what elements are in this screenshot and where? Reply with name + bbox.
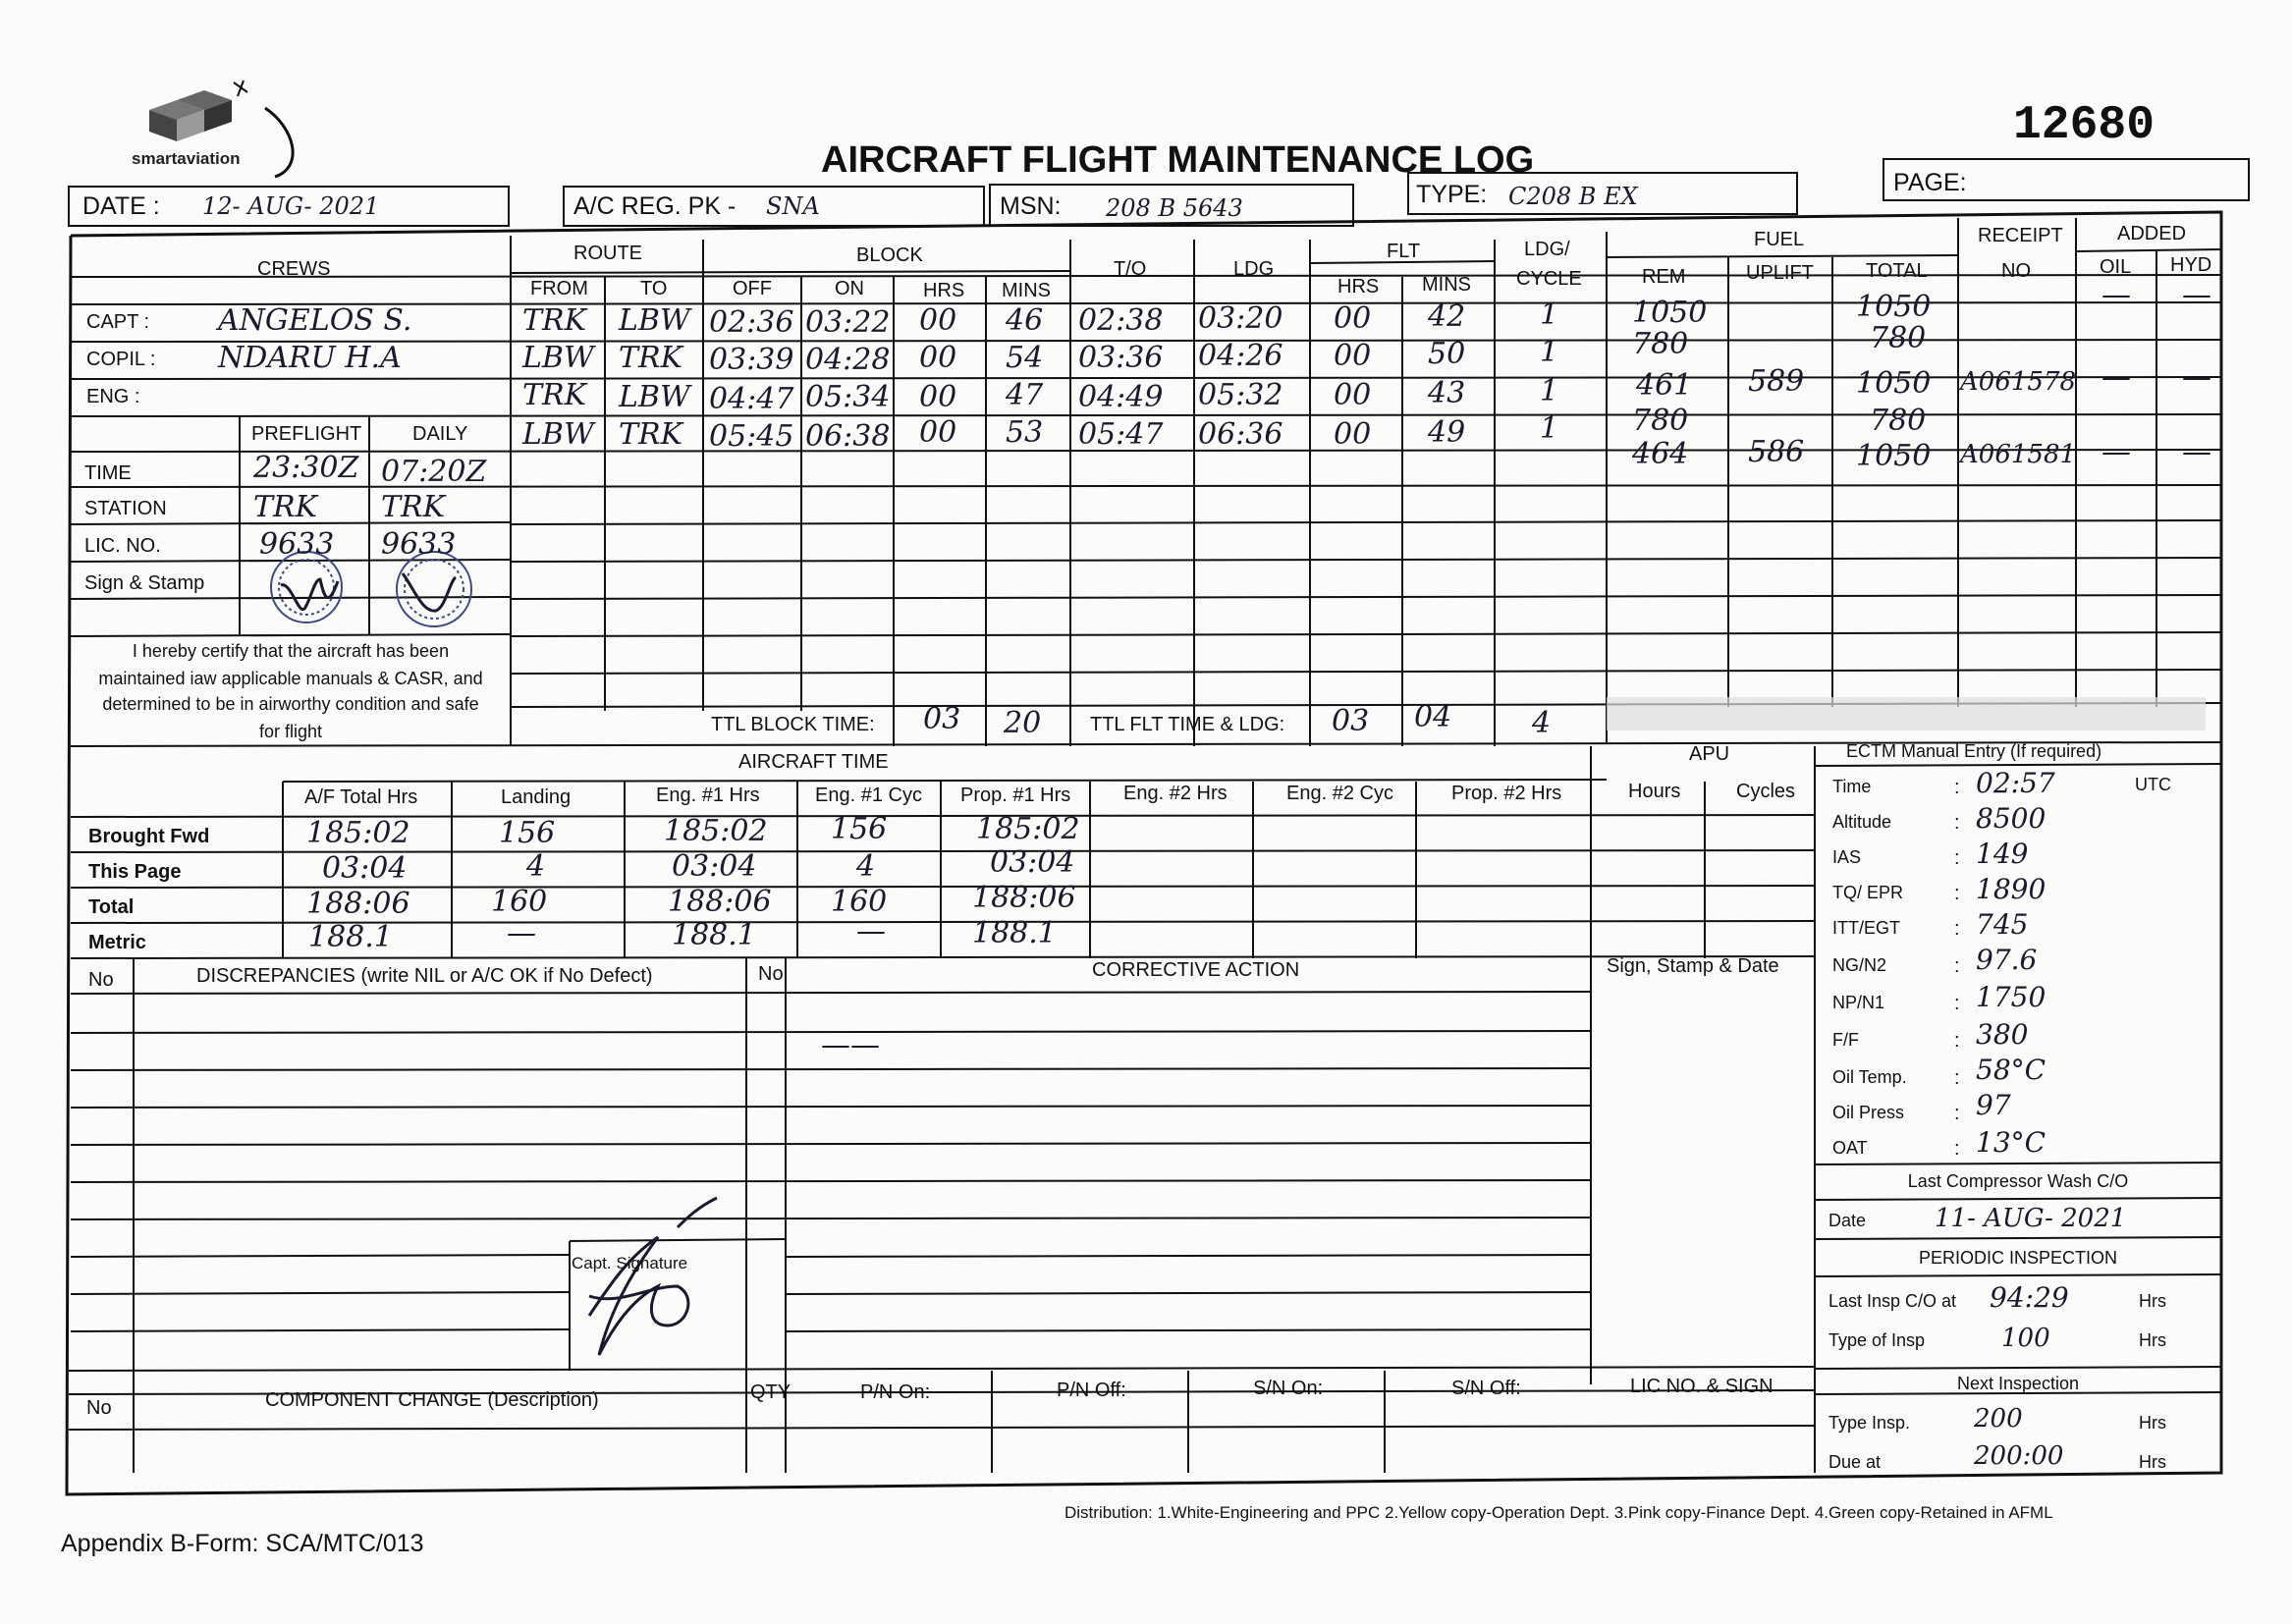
hyd-cell: — xyxy=(2182,360,2211,395)
col-eng1-hrs: Eng. #1 Hrs xyxy=(656,785,760,806)
ectm-value: 745 xyxy=(1976,908,2029,941)
flt-mins-cell: 42 xyxy=(1428,299,1466,334)
ectm-label: ITT/EGT xyxy=(1832,918,1900,938)
col-eng2-hrs: Eng. #2 Hrs xyxy=(1123,783,1228,804)
ldg-time-cell: 06:36 xyxy=(1198,417,1283,452)
ldg-time-cell: 04:26 xyxy=(1198,339,1283,373)
type-insp-hrs: Hrs xyxy=(2139,1330,2166,1350)
uplift-cell: 589 xyxy=(1748,364,1805,399)
capt-signature-label: Capt. Signature xyxy=(572,1254,688,1272)
reg-label: A/C REG. PK - xyxy=(573,192,737,220)
eng1-hrs-cell: 185:02 xyxy=(664,814,768,848)
ttl-block-hrs: 03 xyxy=(923,702,961,736)
hyd-cell: — xyxy=(2182,435,2211,469)
ectm-colon: : xyxy=(1954,993,1960,1014)
ectm-label: Altitude xyxy=(1832,812,1892,832)
total-header: TOTAL xyxy=(1866,260,1928,282)
rem-header: REM xyxy=(1642,266,1686,288)
ectm-value: 380 xyxy=(1976,1018,2029,1051)
on-cell: 06:38 xyxy=(805,419,891,454)
to-cell: TRK xyxy=(619,341,683,375)
form-number: 12680 xyxy=(2013,99,2156,152)
corrective-action-header: CORRECTIVE ACTION xyxy=(1092,959,1300,981)
off-cell: 05:45 xyxy=(709,419,794,454)
ectm-label: Time xyxy=(1832,777,1872,796)
appendix-label: Appendix B-Form: SCA/MTC/013 xyxy=(61,1530,424,1557)
sign-stamp-date-header: Sign, Stamp & Date xyxy=(1607,955,1779,977)
eng1-hrs-cell: 03:04 xyxy=(672,849,757,884)
flt-hrs-cell: 00 xyxy=(1334,339,1372,373)
on-cell: 05:34 xyxy=(805,380,891,414)
ectm-label: OAT xyxy=(1832,1138,1868,1158)
ectm-colon: : xyxy=(1954,812,1960,834)
flt-hrs-cell: 00 xyxy=(1334,301,1372,336)
to-time-cell: 05:47 xyxy=(1078,417,1164,452)
lic-sign-header: LIC NO. & SIGN xyxy=(1630,1376,1774,1397)
compressor-date-label: Date xyxy=(1828,1211,1867,1230)
off-cell: 02:36 xyxy=(709,305,794,340)
from-header: FROM xyxy=(530,278,588,299)
col-eng2-cyc: Eng. #2 Cyc xyxy=(1286,783,1393,804)
to-time-header: T/O xyxy=(1114,258,1147,280)
rem-cell: 780 xyxy=(1632,404,1689,438)
landing-cell: 4 xyxy=(526,849,546,884)
due-at-hrs: Hrs xyxy=(2139,1452,2166,1472)
periodic-inspection-title: PERIODIC INSPECTION xyxy=(1918,1248,2118,1268)
ttl-block-mins: 20 xyxy=(1004,706,1042,740)
col-prop1-hrs: Prop. #1 Hrs xyxy=(960,785,1071,806)
ttl-block-label: TTL BLOCK TIME: xyxy=(711,714,875,735)
af-total-cell: 188.1 xyxy=(308,920,393,954)
certify-line-3: determined to be in airworthy condition and safe xyxy=(102,694,479,714)
ectm-value: 97.6 xyxy=(1976,944,2038,976)
oil-cell: — xyxy=(2101,435,2131,469)
logo-text: smartaviation xyxy=(132,149,241,168)
type-insp-label: Type of Insp xyxy=(1828,1330,1926,1350)
to-time-cell: 02:38 xyxy=(1078,303,1164,338)
ectm-label: IAS xyxy=(1832,847,1862,867)
fuel-total-cell: 1050 xyxy=(1856,366,1932,401)
landing-cell: 156 xyxy=(499,816,556,850)
apu-cycles-header: Cycles xyxy=(1736,781,1796,802)
oil-cell: — xyxy=(2101,360,2131,395)
block-hrs-header: HRS xyxy=(923,280,965,301)
ttl-flt-mins: 04 xyxy=(1414,700,1452,734)
cycle-cell: 1 xyxy=(1540,411,1559,446)
route-header: ROUTE xyxy=(573,243,642,264)
prop1-hrs-cell: 188:06 xyxy=(972,881,1076,915)
type-value: C208 B EX xyxy=(1508,183,1638,210)
ectm-label: F/F xyxy=(1832,1030,1859,1050)
ectm-colon: : xyxy=(1954,883,1960,904)
col-prop2-hrs: Prop. #2 Hrs xyxy=(1451,783,1562,804)
eng1-hrs-cell: 188:06 xyxy=(668,885,772,919)
receipt-cell: A061578 xyxy=(1960,367,2077,397)
last-insp-hrs: Hrs xyxy=(2139,1291,2166,1311)
fuel-total-cell: 780 xyxy=(1870,321,1927,355)
oil-cell: — xyxy=(2101,278,2131,312)
last-insp-label: Last Insp C/O at xyxy=(1828,1291,1957,1311)
block-hrs-cell: 00 xyxy=(919,380,957,414)
copil-label: COPIL : xyxy=(86,349,156,370)
landing-cell: 160 xyxy=(491,885,548,919)
eng-label: ENG : xyxy=(86,386,140,407)
af-total-cell: 188:06 xyxy=(306,887,410,921)
on-cell: 03:22 xyxy=(805,305,891,340)
block-mins-cell: 53 xyxy=(1006,415,1044,450)
apu-hours-header: Hours xyxy=(1628,781,1681,802)
preflight-time: 23:30Z xyxy=(253,451,359,485)
cycle-cell: 1 xyxy=(1540,335,1559,369)
sn-off-header: S/N Off: xyxy=(1451,1378,1521,1399)
eng1-cyc-cell: 156 xyxy=(831,812,888,846)
rem-cell: 461 xyxy=(1636,368,1693,403)
to-cell: LBW xyxy=(619,380,690,414)
captain-signature xyxy=(589,1198,717,1355)
fuel-header: FUEL xyxy=(1754,229,1805,250)
sign-stamp-label: Sign & Stamp xyxy=(84,572,205,594)
eng1-cyc-cell: 4 xyxy=(856,849,876,884)
ldg-cycle-header-2: CYCLE xyxy=(1516,268,1582,290)
ectm-title: ECTM Manual Entry (If required) xyxy=(1846,741,2102,761)
ectm-value: 97 xyxy=(1976,1089,2011,1121)
fuel-total-cell: 1050 xyxy=(1856,290,1932,324)
flt-hrs-cell: 00 xyxy=(1334,378,1372,412)
pn-on-header: P/N On: xyxy=(860,1381,931,1403)
flt-mins-cell: 43 xyxy=(1428,376,1466,410)
block-mins-header: MINS xyxy=(1002,280,1051,301)
off-header: OFF xyxy=(733,278,772,299)
to-header: TO xyxy=(640,278,668,299)
flt-mins-header: MINS xyxy=(1422,274,1471,296)
col-landing: Landing xyxy=(501,786,572,808)
from-cell: TRK xyxy=(522,303,587,338)
ectm-colon: : xyxy=(1954,955,1960,977)
disc-no-header: No xyxy=(88,969,114,991)
due-at-value: 200:00 xyxy=(1974,1441,2064,1471)
compressor-date-value: 11- AUG- 2021 xyxy=(1935,1204,2127,1233)
ectm-value: 58°C xyxy=(1976,1054,2046,1086)
type-label: TYPE: xyxy=(1416,181,1488,208)
row-label-this-page: This Page xyxy=(88,861,182,883)
crews-header: CREWS xyxy=(257,258,331,280)
ectm-colon: : xyxy=(1954,1138,1960,1160)
msn-value: 208 B 5643 xyxy=(1106,194,1243,222)
comp-no-header: No xyxy=(86,1397,112,1419)
prop1-hrs-cell: 185:02 xyxy=(976,812,1080,846)
eng1-cyc-cell: — xyxy=(856,914,886,948)
daily-header: DAILY xyxy=(412,423,468,445)
preflight-lic: 9633 xyxy=(259,527,335,562)
row-label-total: Total xyxy=(88,896,135,918)
distribution-note: Distribution: 1.White-Engineering and PPC 2.Yellow copy-Operation Dept. 3.Pink copy-Finance Dept. 4.Green copy-Retained in AFML xyxy=(1064,1503,2053,1522)
msn-label: MSN: xyxy=(1000,192,1062,220)
block-mins-cell: 47 xyxy=(1006,378,1044,412)
pn-off-header: P/N Off: xyxy=(1057,1380,1126,1401)
receipt-cell: A061581 xyxy=(1960,440,2077,469)
next-type-value: 200 xyxy=(1974,1404,2023,1434)
next-type-hrs: Hrs xyxy=(2139,1413,2166,1433)
ldg-header: LDG xyxy=(1233,258,1275,280)
copil-value: NDARU H.A xyxy=(218,341,402,375)
time-label: TIME xyxy=(84,462,132,484)
landing-cell: — xyxy=(507,916,536,950)
utc-label: UTC xyxy=(2135,775,2171,794)
flt-hrs-header: HRS xyxy=(1337,276,1380,298)
ectm-colon: : xyxy=(1954,918,1960,940)
ectm-value: 1890 xyxy=(1976,873,2046,905)
inspector-stamps xyxy=(271,552,471,626)
capt-label: CAPT : xyxy=(86,311,150,333)
ectm-value: 02:57 xyxy=(1976,767,2055,799)
ectm-colon: : xyxy=(1954,847,1960,869)
col-eng1-cyc: Eng. #1 Cyc xyxy=(815,785,922,806)
eng1-hrs-cell: 188.1 xyxy=(672,918,756,952)
type-insp-value: 100 xyxy=(2001,1324,2050,1353)
af-total-cell: 03:04 xyxy=(322,851,408,886)
page-label: PAGE: xyxy=(1893,169,1967,196)
block-mins-cell: 46 xyxy=(1006,303,1044,338)
cycle-cell: 1 xyxy=(1540,298,1559,332)
ldg-cycle-header-1: LDG/ xyxy=(1524,239,1570,260)
ectm-value: 13°C xyxy=(1976,1126,2046,1159)
ttl-flt-hrs: 03 xyxy=(1332,704,1370,738)
eng1-cyc-cell: 160 xyxy=(831,885,888,919)
fuel-total-cell: 780 xyxy=(1870,404,1927,438)
discrepancies-header: DISCREPANCIES (write NIL or A/C OK if No Defect) xyxy=(196,965,653,987)
flt-mins-cell: 49 xyxy=(1428,415,1466,450)
flt-header: FLT xyxy=(1387,241,1421,262)
page-title: AIRCRAFT FLIGHT MAINTENANCE LOG xyxy=(821,139,1535,181)
added-header: ADDED xyxy=(2117,223,2187,244)
to-cell: TRK xyxy=(619,417,683,452)
fuel-total-cell: 1050 xyxy=(1856,439,1932,473)
cycle-cell: 1 xyxy=(1540,374,1559,408)
from-cell: TRK xyxy=(522,378,587,412)
prop1-hrs-cell: 03:04 xyxy=(990,845,1075,880)
ldg-time-cell: 05:32 xyxy=(1198,378,1283,412)
off-cell: 04:47 xyxy=(709,382,794,416)
next-inspection-title: Next Inspection xyxy=(1956,1374,2080,1393)
corrective-entry: —— xyxy=(821,1028,880,1062)
compressor-wash-title: Last Compressor Wash C/O xyxy=(1907,1171,2129,1191)
on-cell: 04:28 xyxy=(805,343,891,377)
ectm-value: 149 xyxy=(1976,838,2029,870)
from-cell: LBW xyxy=(522,417,594,452)
daily-station: TRK xyxy=(381,490,446,524)
af-total-cell: 185:02 xyxy=(306,816,410,850)
qty-header: QTY xyxy=(750,1381,791,1403)
apu-header: APU xyxy=(1689,743,1730,765)
ttl-ldg: 4 xyxy=(1532,706,1552,740)
reg-value: SNA xyxy=(766,192,820,220)
block-hrs-cell: 00 xyxy=(919,415,957,450)
oil-header: OIL xyxy=(2100,256,2132,278)
prop1-hrs-cell: 188.1 xyxy=(972,916,1057,950)
station-label: STATION xyxy=(84,498,167,519)
block-hrs-cell: 00 xyxy=(919,341,957,375)
preflight-header: PREFLIGHT xyxy=(251,423,362,445)
flt-mins-cell: 50 xyxy=(1428,337,1466,371)
rem-cell: 1050 xyxy=(1632,296,1708,330)
capt-value: ANGELOS S. xyxy=(218,303,412,338)
row-label-brought-fwd: Brought Fwd xyxy=(88,826,210,847)
ectm-label: Oil Press xyxy=(1832,1103,1905,1122)
block-header: BLOCK xyxy=(856,244,923,266)
certify-line-1: I hereby certify that the aircraft has been xyxy=(132,641,450,661)
component-change-header: COMPONENT CHANGE (Description) xyxy=(265,1389,599,1411)
daily-lic: 9633 xyxy=(381,527,457,562)
preflight-station: TRK xyxy=(253,490,318,524)
col-af-total: A/F Total Hrs xyxy=(304,786,418,808)
row-label-metric: Metric xyxy=(88,932,146,953)
lic-label: LIC. NO. xyxy=(84,535,161,557)
on-header: ON xyxy=(835,278,864,299)
ttl-flt-label: TTL FLT TIME & LDG: xyxy=(1090,714,1285,735)
block-hrs-cell: 00 xyxy=(919,303,957,338)
to-cell: LBW xyxy=(619,303,690,338)
certify-line-2: maintained iaw applicable manuals & CASR, and xyxy=(98,669,483,688)
date-label: DATE : xyxy=(82,192,160,220)
flt-hrs-cell: 00 xyxy=(1334,417,1372,452)
block-mins-cell: 54 xyxy=(1006,341,1044,375)
ectm-colon: : xyxy=(1954,1030,1960,1052)
ectm-label: NG/N2 xyxy=(1832,955,1887,975)
receipt-header-2: NO xyxy=(2001,260,2031,282)
rem-cell: 464 xyxy=(1632,437,1689,471)
sn-on-header: S/N On: xyxy=(1253,1378,1324,1399)
hyd-header: HYD xyxy=(2170,254,2212,276)
ldg-time-cell: 03:20 xyxy=(1198,301,1283,336)
next-type-label: Type Insp. xyxy=(1828,1413,1911,1433)
hyd-cell: — xyxy=(2182,278,2211,312)
aircraft-time-title: AIRCRAFT TIME xyxy=(738,751,889,773)
certify-line-4: for flight xyxy=(258,722,323,741)
last-insp-value: 94:29 xyxy=(1990,1281,2069,1314)
daily-time: 07:20Z xyxy=(381,455,487,489)
uplift-cell: 586 xyxy=(1748,435,1805,469)
due-at-label: Due at xyxy=(1828,1452,1882,1472)
rem-cell: 780 xyxy=(1632,327,1689,361)
date-value: 12- AUG- 2021 xyxy=(202,192,380,220)
ectm-colon: : xyxy=(1954,1067,1960,1089)
from-cell: LBW xyxy=(522,341,594,375)
receipt-header-1: RECEIPT xyxy=(1978,225,2063,246)
ectm-label: Oil Temp. xyxy=(1832,1067,1907,1087)
ectm-label: NP/N1 xyxy=(1832,993,1885,1012)
to-time-cell: 04:49 xyxy=(1078,380,1164,414)
to-time-cell: 03:36 xyxy=(1078,341,1164,375)
ectm-value: 1750 xyxy=(1976,981,2046,1013)
ectm-value: 8500 xyxy=(1976,802,2046,835)
off-cell: 03:39 xyxy=(709,343,794,377)
ectm-colon: : xyxy=(1954,1103,1960,1124)
ectm-colon: : xyxy=(1954,777,1960,798)
ectm-label: TQ/ EPR xyxy=(1832,883,1904,902)
uplift-header: UPLIFT xyxy=(1746,262,1814,284)
corrective-no-header: No xyxy=(758,963,784,985)
